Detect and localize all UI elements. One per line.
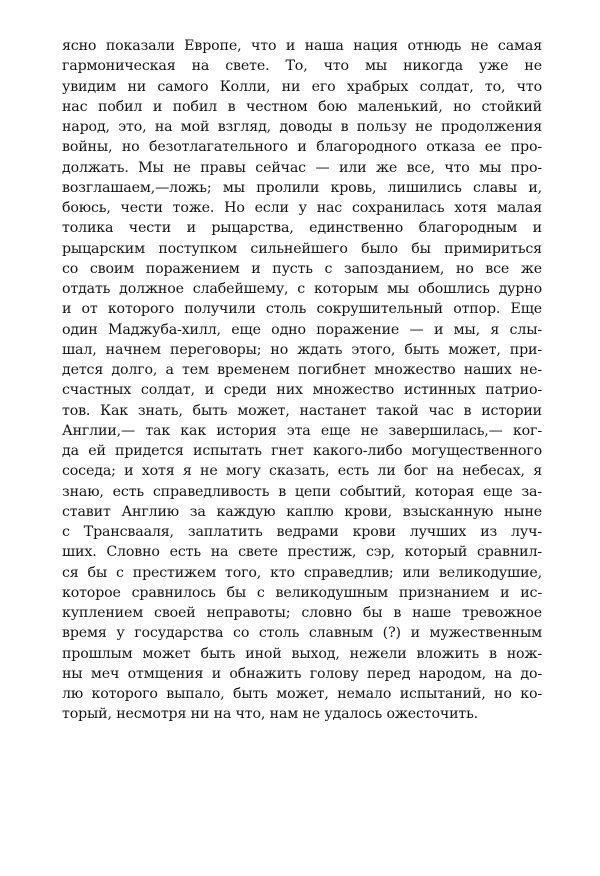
text-line: да ей придется испытать гнет какого-либо могущественного — [62, 443, 542, 459]
text-line: с Трансвааля, заплатить ведрами крови лучших из луч- — [62, 524, 542, 540]
text-line: ны меч отмщения и обнажить голову перед народом, на до- — [62, 665, 542, 682]
text-line: со своим поражением и пусть с запозданием, но все же — [62, 260, 542, 277]
text-line: войны, но безотлагательного и благородного отказа ее про- — [62, 139, 542, 156]
text-line: нас побил и побил в честном бою маленький, но стойкий — [62, 98, 542, 115]
text-line: толика чести и рыцарства, единственно благородным и — [62, 220, 542, 237]
text-line: рыцарским поступком сильнейшего было бы примириться — [62, 240, 542, 257]
text-line: и от которого получили столь сокрушительный отпор. Еще — [62, 301, 542, 318]
text-line: Англии,— так как история эта еще не завершилась,— ког- — [62, 422, 542, 439]
text-line: счастных солдат, и среди них множество истинных патрио- — [62, 382, 542, 399]
text-line: боюсь, чести тоже. Но если у нас сохранилась хотя малая — [62, 200, 542, 216]
text-line: прошлым может быть иной выход, нежели вложить в нож- — [62, 645, 542, 662]
text-column — [62, 36, 542, 725]
text-line: народ, это, на мой взгляд, доводы в пользу не продолжения — [62, 119, 542, 135]
text-line: знаю, есть справедливость в цепи событий, которая еще за- — [62, 483, 542, 500]
text-line: гармоническая на свете. То, что мы никогда уже не — [62, 58, 542, 75]
text-line: ставит Англию за каждую каплю крови, взысканную ныне — [62, 503, 542, 520]
text-line: ся бы с престижем того, кто справедлив; или великодушие, — [62, 564, 542, 581]
text-line: шал, начнем переговоры; но ждать этого, быть может, при- — [62, 341, 542, 358]
text-line: тов. Как знать, быть может, настанет такой час в истории — [62, 402, 542, 419]
text-line: лю которого выпало, быть может, немало испытаний, но ко- — [62, 686, 542, 702]
text-line: возглашаем,—ложь; мы пролили кровь, лишились славы и, — [62, 179, 542, 196]
text-line: которое сравнилось бы с великодушным признанием и ис- — [62, 584, 542, 601]
text-line: дется долго, а тем временем погибнет множество наших не- — [62, 362, 542, 378]
text-line: должать. Мы не правы сейчас — или же все, что мы про- — [62, 159, 542, 176]
text-line: соседа; и хотя я не могу сказать, есть ли бог на небесах, я — [62, 463, 542, 480]
text-line: один Маджуба-хилл, еще одно поражение — и мы, я слы- — [62, 321, 542, 338]
text-line: увидим ни самого Колли, ни его храбрых солдат, то, что — [62, 78, 542, 95]
text-line: время у государства со столь славным (?) и мужественным — [62, 625, 542, 642]
text-line: торый, несмотря ни на что, нам не удалось ожесточить. — [62, 706, 479, 723]
text-line: куплением своей неправоты; словно бы в наше тревожное — [62, 605, 542, 621]
text-line: отдать должное слабейшему, с которым мы обошлись дурно — [62, 281, 542, 297]
text-line: ших. Словно есть на свете престиж, сэр, который сравнил- — [62, 544, 542, 561]
text-line: ясно показали Европе, что и наша нация отнюдь не самая — [62, 38, 542, 54]
